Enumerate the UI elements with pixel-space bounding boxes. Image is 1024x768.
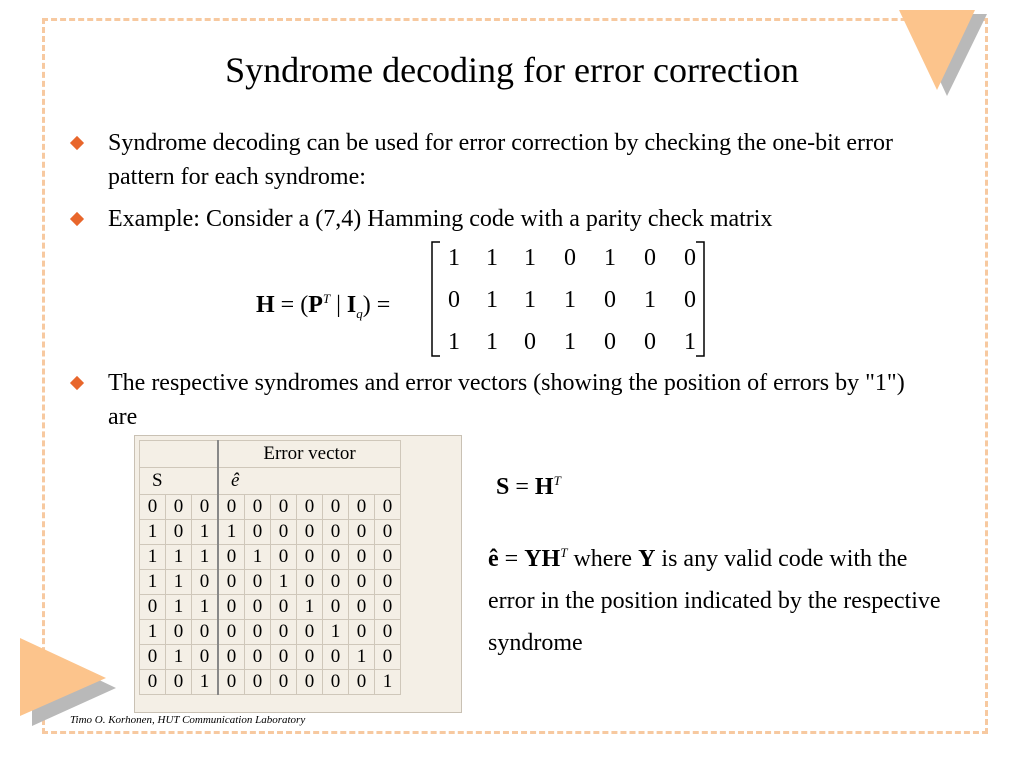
error-bit: 0 <box>297 495 323 520</box>
error-bit: 0 <box>271 595 297 620</box>
syndrome-bit: 0 <box>166 495 192 520</box>
syndrome-bit: 0 <box>166 520 192 545</box>
error-bit: 0 <box>349 545 375 570</box>
error-bit: 0 <box>245 670 271 695</box>
error-bit: 1 <box>245 545 271 570</box>
error-bit: 0 <box>375 495 401 520</box>
matrix-cell: 1 <box>486 329 498 355</box>
error-bit: 0 <box>323 545 349 570</box>
error-bit: 0 <box>271 495 297 520</box>
error-bit: 0 <box>323 520 349 545</box>
syndrome-bit: 0 <box>140 645 166 670</box>
error-bit: 0 <box>218 595 245 620</box>
matrix-cell: 0 <box>524 329 536 355</box>
error-bit: 0 <box>349 595 375 620</box>
error-bit: 0 <box>349 520 375 545</box>
syndrome-bit: 1 <box>166 595 192 620</box>
error-bit: 0 <box>271 670 297 695</box>
error-bit: 0 <box>218 545 245 570</box>
matrix-cell: 0 <box>564 245 576 271</box>
syndrome-bit: 1 <box>140 570 166 595</box>
error-bit: 0 <box>297 645 323 670</box>
matrix-cell: 1 <box>644 287 656 313</box>
matrix-cell: 0 <box>448 287 460 313</box>
parity-check-matrix <box>430 240 706 358</box>
syndrome-bit: 1 <box>166 545 192 570</box>
syndrome-bit: 1 <box>192 520 219 545</box>
error-bit: 0 <box>349 620 375 645</box>
matrix-cell: 0 <box>644 329 656 355</box>
matrix-cell: 1 <box>524 287 536 313</box>
error-bit: 0 <box>297 670 323 695</box>
error-bit: 0 <box>218 570 245 595</box>
header-error-vector: Error vector <box>218 441 401 468</box>
syndrome-bit: 0 <box>192 495 219 520</box>
error-bit: 0 <box>375 520 401 545</box>
matrix-cell: 0 <box>644 245 656 271</box>
matrix-cell: 1 <box>486 245 498 271</box>
error-bit: 0 <box>245 595 271 620</box>
matrix-cell: 0 <box>684 287 696 313</box>
error-bit: 0 <box>349 570 375 595</box>
matrix-cell: 1 <box>604 245 616 271</box>
bullet-2 <box>70 202 930 236</box>
error-estimate-explanation: ê = $YH^T$ where Y is any valid code with the error in the position indicated by the respective syndrome <box>488 545 941 656</box>
matrix-cell: 1 <box>448 329 460 355</box>
error-bit: 0 <box>323 495 349 520</box>
error-bit: 1 <box>297 595 323 620</box>
error-bit: 0 <box>323 570 349 595</box>
syndrome-bit: 1 <box>192 545 219 570</box>
table-row <box>140 645 401 670</box>
bullet-diamond-icon <box>70 376 84 390</box>
error-bit: 1 <box>218 520 245 545</box>
error-bit: 0 <box>245 520 271 545</box>
syndrome-bit: 0 <box>166 670 192 695</box>
footer-credit: Timo O. Korhonen, HUT Communication Laboratory <box>70 714 306 726</box>
error-bit: 0 <box>218 645 245 670</box>
error-bit: 1 <box>271 570 297 595</box>
where-word: where <box>573 546 633 572</box>
error-bit: 1 <box>375 670 401 695</box>
error-bit: 0 <box>271 645 297 670</box>
syndrome-bit: 0 <box>140 495 166 520</box>
table-row <box>140 595 401 620</box>
error-bit: 0 <box>375 620 401 645</box>
table-row <box>140 620 401 645</box>
syndrome-bit: 1 <box>192 595 219 620</box>
error-bit: 0 <box>297 520 323 545</box>
syndrome-error-table <box>139 440 401 695</box>
matrix-cell: 1 <box>684 329 696 355</box>
syndrome-bit: 0 <box>140 670 166 695</box>
error-bit: 0 <box>375 570 401 595</box>
error-bit: 0 <box>323 645 349 670</box>
error-bit: 0 <box>297 545 323 570</box>
bullet-diamond-icon <box>70 136 84 150</box>
syndrome-bit: 1 <box>166 570 192 595</box>
syndrome-bit: 1 <box>192 670 219 695</box>
error-bit: 0 <box>218 620 245 645</box>
bullet-1-text: Syndrome decoding can be used for error correction by checking the one-bit error pattern for each syndrome: <box>108 130 894 190</box>
error-bit: 0 <box>245 570 271 595</box>
matrix-cell: 0 <box>604 329 616 355</box>
header-e-hat: ê <box>218 468 401 495</box>
matrix-cell: 1 <box>524 245 536 271</box>
error-bit: 0 <box>375 645 401 670</box>
bullet-1 <box>70 126 930 194</box>
syndrome-bit: 1 <box>166 645 192 670</box>
error-bit: 0 <box>323 595 349 620</box>
error-bit: 0 <box>218 495 245 520</box>
error-bit: 0 <box>218 670 245 695</box>
table-header-row <box>140 468 401 495</box>
syndrome-bit: 0 <box>192 620 219 645</box>
syndrome-table <box>134 435 462 713</box>
matrix-cell: 0 <box>684 245 696 271</box>
error-bit: 0 <box>271 620 297 645</box>
error-bit: 0 <box>323 670 349 695</box>
syndrome-bit: 0 <box>192 570 219 595</box>
bullet-2-text: Example: Consider a (7,4) Hamming code with a parity check matrix <box>108 206 773 232</box>
error-bit: 0 <box>245 645 271 670</box>
error-bit: 0 <box>245 495 271 520</box>
table-row <box>140 495 401 520</box>
syndrome-bit: 1 <box>140 620 166 645</box>
syndrome-equation: $S = H^T$ <box>496 473 561 500</box>
table-row <box>140 570 401 595</box>
explanation-text: is any valid code with the error in the position indicated by the respective syndrome <box>488 546 941 656</box>
header-s: S <box>140 468 219 495</box>
table-row <box>140 670 401 695</box>
slide-title: Syndrome decoding for error correction <box>225 50 799 90</box>
matrix-cell: 1 <box>564 287 576 313</box>
error-bit: 0 <box>297 570 323 595</box>
error-bit: 0 <box>375 595 401 620</box>
syndrome-bit: 1 <box>140 520 166 545</box>
matrix-cell: 0 <box>604 287 616 313</box>
table-row <box>140 520 401 545</box>
bullet-3-text: The respective syndromes and error vectors (showing the position of errors by "1") are <box>108 370 905 430</box>
syndrome-bit: 1 <box>140 545 166 570</box>
error-bit: 1 <box>349 645 375 670</box>
bullet-diamond-icon <box>70 212 84 226</box>
table-header-row <box>140 441 401 468</box>
error-bit: 1 <box>323 620 349 645</box>
syndrome-bit: 0 <box>192 645 219 670</box>
matrix-equation-label: $H = (P^T$ | $I_q$) = <box>256 291 391 321</box>
error-bit: 0 <box>349 670 375 695</box>
matrix-cell: 1 <box>486 287 498 313</box>
syndrome-bit: 0 <box>140 595 166 620</box>
error-bit: 0 <box>349 495 375 520</box>
table-row <box>140 545 401 570</box>
bullet-3 <box>70 366 930 434</box>
syndrome-bit: 0 <box>166 620 192 645</box>
error-bit: 0 <box>297 620 323 645</box>
error-bit: 0 <box>375 545 401 570</box>
matrix-cell: 1 <box>448 245 460 271</box>
error-bit: 0 <box>245 620 271 645</box>
matrix-cell: 1 <box>564 329 576 355</box>
error-bit: 0 <box>271 545 297 570</box>
error-bit: 0 <box>271 520 297 545</box>
